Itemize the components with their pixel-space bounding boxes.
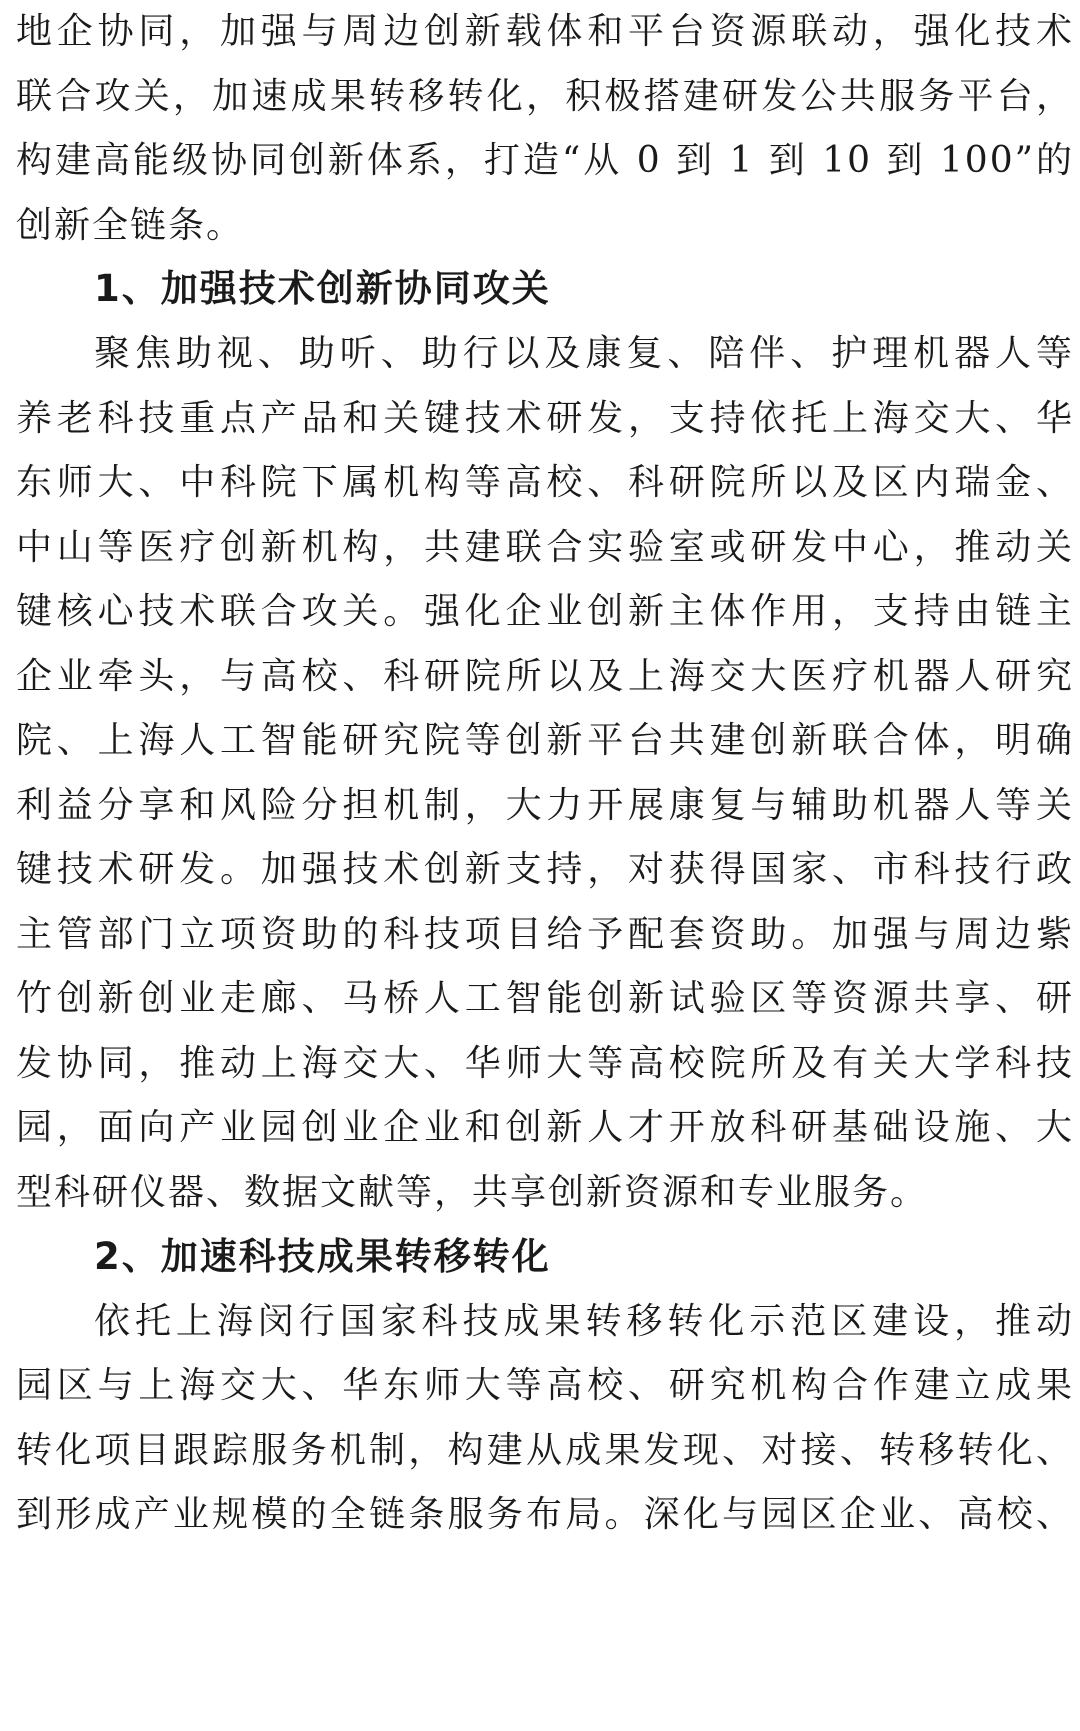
section1-heading: 1、加强技术创新协同攻关 bbox=[94, 267, 551, 310]
section2-line-4: 到形成产业规模的全链条服务布局。深化与园区企业、高校、 bbox=[16, 1494, 1074, 1535]
intro-line-4: 创新全链条。 bbox=[16, 205, 245, 246]
section2-line-3: 转化项目跟踪服务机制，构建从成果发现、对接、转移转化、 bbox=[16, 1430, 1074, 1471]
section2-line-2: 园区与上海交大、华东师大等高校、研究机构合作建立成果 bbox=[16, 1365, 1074, 1406]
section1-line-7: 院、上海人工智能研究院等创新平台共建创新联合体，明确 bbox=[16, 720, 1074, 761]
section1-line-12: 发协同，推动上海交大、华师大等高校院所及有关大学科技 bbox=[16, 1043, 1074, 1084]
section1-line-13: 园，面向产业园创业企业和创新人才开放科研基础设施、大 bbox=[16, 1107, 1074, 1148]
section1-line-9: 键技术研发。加强技术创新支持，对获得国家、市科技行政 bbox=[16, 849, 1074, 890]
section1-line-1: 聚焦助视、助听、助行以及康复、陪伴、护理机器人等 bbox=[94, 333, 1074, 374]
section2-line-1: 依托上海闵行国家科技成果转移转化示范区建设，推动 bbox=[94, 1301, 1074, 1342]
intro-line-2: 联合攻关，加速成果转移转化，积极搭建研发公共服务平台， bbox=[16, 76, 1074, 117]
section1-line-6: 企业牵头，与高校、科研院所以及上海交大医疗机器人研究 bbox=[16, 656, 1074, 697]
section1-line-3: 东师大、中科院下属机构等高校、科研院所以及区内瑞金、 bbox=[16, 462, 1074, 503]
section1-line-10: 主管部门立项资助的科技项目给予配套资助。加强与周边紫 bbox=[16, 914, 1074, 955]
section1-line-4: 中山等医疗创新机构，共建联合实验室或研发中心，推动关 bbox=[16, 527, 1074, 568]
section1-line-14: 型科研仪器、数据文献等，共享创新资源和专业服务。 bbox=[16, 1172, 929, 1213]
section1-line-5: 键核心技术联合攻关。强化企业创新主体作用，支持由链主 bbox=[16, 591, 1074, 632]
section1-line-2: 养老科技重点产品和关键技术研发，支持依托上海交大、华 bbox=[16, 398, 1074, 439]
section2-heading: 2、加速科技成果转移转化 bbox=[94, 1235, 551, 1278]
intro-line-1: 地企协同，加强与周边创新载体和平台资源联动，强化技术 bbox=[16, 11, 1074, 52]
intro-line-3: 构建高能级协同创新体系，打造“从 0 到 1 到 10 到 100”的 bbox=[16, 140, 1074, 181]
section1-line-8: 利益分享和风险分担机制，大力开展康复与辅助机器人等关 bbox=[16, 785, 1074, 826]
section1-line-11: 竹创新创业走廊、马桥人工智能创新试验区等资源共享、研 bbox=[16, 978, 1074, 1019]
